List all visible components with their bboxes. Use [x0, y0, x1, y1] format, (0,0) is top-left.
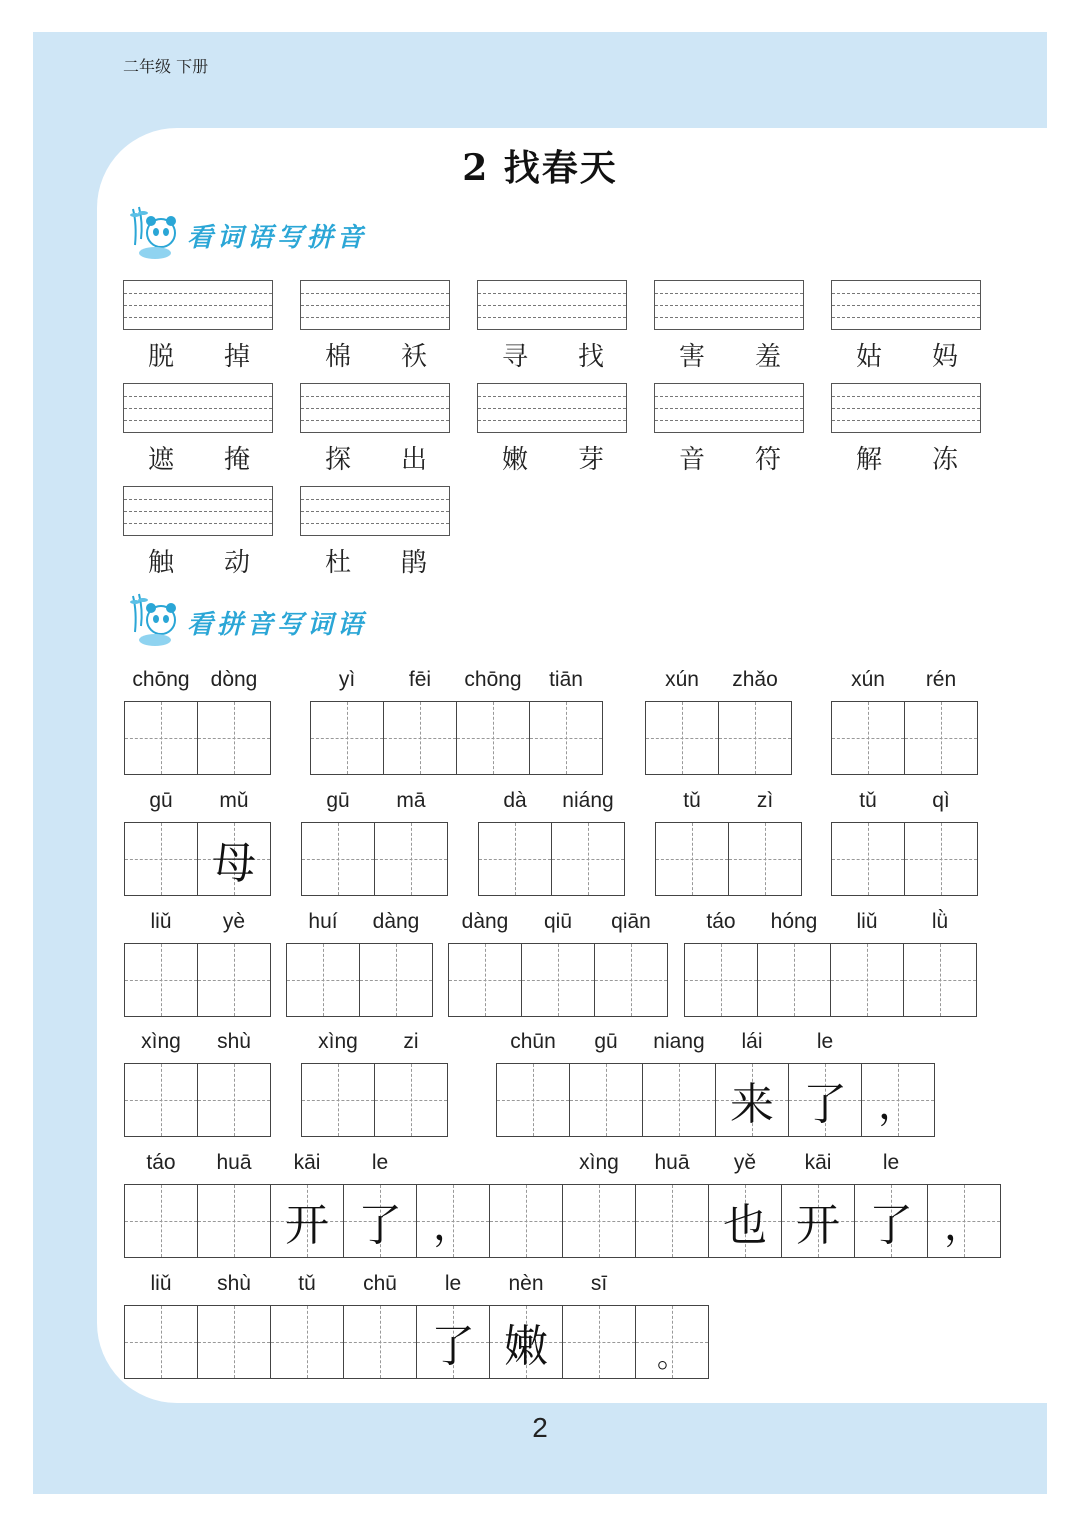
character-box-group — [496, 1063, 935, 1137]
pinyin-answer-item — [300, 486, 452, 582]
character-box-group — [124, 1184, 1001, 1258]
tian-zi-ge-cell[interactable] — [374, 1063, 448, 1137]
chinese-word — [300, 336, 452, 373]
tian-zi-ge-cell[interactable] — [684, 943, 758, 1017]
punctuation-mark: 。 — [657, 1340, 687, 1375]
character-box-group — [645, 701, 792, 775]
pinyin-syllable: shù — [217, 1272, 251, 1295]
given-character: 也 — [723, 1200, 767, 1251]
tian-zi-ge-cell[interactable] — [788, 1063, 862, 1137]
tian-zi-ge-cell[interactable] — [781, 1184, 855, 1258]
chinese-character: 音 — [678, 445, 705, 475]
chinese-character: 脱 — [147, 342, 174, 372]
tian-zi-ge-cell[interactable] — [383, 701, 457, 775]
chinese-character: 掩 — [223, 445, 250, 475]
tian-zi-ge-cell[interactable] — [359, 943, 433, 1017]
pinyin-syllable: kāi — [293, 1151, 321, 1174]
given-character: 了 — [358, 1200, 402, 1251]
pinyin-answer-item — [123, 486, 275, 582]
given-character: 母 — [212, 838, 256, 889]
chinese-word — [477, 439, 629, 476]
chinese-character: 触 — [147, 548, 174, 578]
chinese-character: 袄 — [400, 342, 427, 372]
given-character: 开 — [796, 1200, 840, 1251]
chinese-character: 杜 — [324, 548, 351, 578]
chinese-character: 符 — [754, 445, 781, 475]
tian-zi-ge-cell[interactable] — [903, 943, 977, 1017]
pinyin-syllable: lǜ — [931, 910, 949, 933]
tian-zi-ge-cell[interactable] — [655, 822, 729, 896]
pinyin-syllable: mā — [396, 789, 426, 812]
pinyin-syllable: le — [444, 1272, 462, 1295]
pinyin-answer-item — [477, 280, 629, 376]
tian-zi-ge-cell[interactable] — [270, 1184, 344, 1258]
pinyin-syllable: zì — [756, 789, 774, 812]
tian-zi-ge-cell[interactable] — [197, 822, 271, 896]
pinyin-syllable: xún — [851, 668, 885, 691]
chinese-character: 寻 — [501, 342, 528, 372]
character-box-group — [831, 701, 978, 775]
chinese-character: 掉 — [223, 342, 250, 372]
tian-zi-ge-cell[interactable] — [197, 1305, 271, 1379]
tian-zi-ge-cell[interactable] — [374, 822, 448, 896]
pinyin-syllable: le — [371, 1151, 389, 1174]
tian-zi-ge-cell[interactable] — [124, 701, 198, 775]
tian-zi-ge-cell[interactable] — [197, 943, 271, 1017]
chinese-word — [831, 439, 983, 476]
pinyin-syllable: zi — [403, 1030, 419, 1053]
pinyin-writing-lines[interactable] — [300, 383, 450, 433]
pinyin-answer-item — [654, 383, 806, 479]
chinese-character: 鹃 — [400, 548, 427, 578]
tian-zi-ge-cell[interactable] — [904, 822, 978, 896]
section-heading-2 — [125, 592, 425, 652]
pinyin-writing-lines[interactable] — [123, 383, 273, 433]
tian-zi-ge-cell[interactable] — [521, 943, 595, 1017]
chinese-word — [300, 439, 452, 476]
pinyin-syllable: chōng — [464, 668, 522, 691]
character-box-group — [124, 1305, 709, 1379]
pinyin-syllable: gū — [594, 1030, 618, 1053]
character-box-group — [124, 701, 271, 775]
pinyin-writing-lines[interactable] — [123, 486, 273, 536]
pinyin-syllable: liǔ — [150, 910, 172, 933]
pinyin-syllable: chū — [363, 1272, 397, 1295]
tian-zi-ge-cell[interactable] — [529, 701, 603, 775]
pinyin-syllable: sī — [590, 1272, 608, 1295]
character-box-group — [684, 943, 977, 1017]
pinyin-syllable: xìng — [579, 1151, 619, 1174]
tian-zi-ge-cell[interactable] — [197, 1184, 271, 1258]
chinese-character: 害 — [678, 342, 705, 372]
character-box-group — [478, 822, 625, 896]
pinyin-answer-item — [477, 383, 629, 479]
pinyin-writing-lines[interactable] — [123, 280, 273, 330]
tian-zi-ge-cell[interactable] — [124, 1063, 198, 1137]
chinese-word — [123, 542, 275, 579]
pinyin-writing-lines[interactable] — [300, 280, 450, 330]
character-box-group — [831, 822, 978, 896]
pinyin-syllable: liǔ — [150, 1272, 172, 1295]
pinyin-syllable: yè — [222, 910, 246, 933]
pinyin-syllable: dàng — [372, 910, 420, 933]
tian-zi-ge-cell[interactable] — [594, 943, 668, 1017]
tian-zi-ge-cell[interactable] — [831, 701, 905, 775]
punctuation-mark: ， — [433, 1203, 473, 1249]
pinyin-syllable: le — [816, 1030, 834, 1053]
character-box-group — [124, 822, 271, 896]
tian-zi-ge-cell[interactable] — [310, 701, 384, 775]
given-character: 了 — [869, 1200, 913, 1251]
chinese-character: 探 — [324, 445, 351, 475]
given-character: 嫩 — [504, 1321, 548, 1372]
pinyin-syllable: rén — [925, 668, 957, 691]
pinyin-writing-lines[interactable] — [300, 486, 450, 536]
pinyin-syllable: tǔ — [859, 789, 877, 812]
tian-zi-ge-cell[interactable] — [124, 1305, 198, 1379]
pinyin-syllable: kāi — [804, 1151, 832, 1174]
chinese-word — [831, 336, 983, 373]
character-box-group — [286, 943, 433, 1017]
pinyin-writing-lines[interactable] — [477, 383, 627, 433]
pinyin-writing-lines[interactable] — [831, 383, 981, 433]
pinyin-writing-lines[interactable] — [654, 280, 804, 330]
tian-zi-ge-cell[interactable] — [708, 1184, 782, 1258]
tian-zi-ge-cell[interactable] — [831, 822, 905, 896]
chinese-character: 找 — [577, 342, 604, 372]
character-box-group — [310, 701, 603, 775]
chinese-character: 芽 — [577, 445, 604, 475]
given-character: 来 — [730, 1079, 774, 1130]
tian-zi-ge-cell[interactable] — [301, 1063, 375, 1137]
character-box-group — [124, 943, 271, 1017]
tian-zi-ge-cell[interactable] — [830, 943, 904, 1017]
pinyin-writing-lines[interactable] — [654, 383, 804, 433]
tian-zi-ge-cell[interactable] — [286, 943, 360, 1017]
tian-zi-ge-cell[interactable] — [642, 1063, 716, 1137]
tian-zi-ge-cell[interactable] — [124, 943, 198, 1017]
tian-zi-ge-cell[interactable] — [197, 701, 271, 775]
page-number: 2 — [532, 1412, 548, 1443]
pinyin-syllable: yì — [338, 668, 356, 691]
pinyin-syllable: gū — [326, 789, 350, 812]
character-box-group — [655, 822, 802, 896]
pinyin-syllable: tǔ — [683, 789, 701, 812]
pinyin-syllable: huā — [216, 1151, 252, 1174]
tian-zi-ge-cell[interactable] — [416, 1184, 490, 1258]
pinyin-syllable: gū — [149, 789, 173, 812]
pinyin-syllable: tiān — [549, 668, 583, 691]
pinyin-answer-item — [831, 280, 983, 376]
pinyin-syllable: xìng — [141, 1030, 181, 1053]
tian-zi-ge-cell[interactable] — [718, 701, 792, 775]
tian-zi-ge-cell[interactable] — [489, 1305, 563, 1379]
tian-zi-ge-cell[interactable] — [496, 1063, 570, 1137]
tian-zi-ge-cell[interactable] — [456, 701, 530, 775]
pinyin-syllable: shù — [217, 1030, 251, 1053]
chinese-character: 妈 — [931, 342, 958, 372]
chinese-word — [654, 439, 806, 476]
given-character: 了 — [803, 1079, 847, 1130]
pinyin-syllable: qiū — [543, 910, 573, 933]
chinese-word — [123, 336, 275, 373]
pinyin-syllable: chōng — [132, 668, 190, 691]
tian-zi-ge-cell[interactable] — [715, 1063, 789, 1137]
chinese-character: 出 — [400, 445, 427, 475]
pinyin-syllable: dàng — [461, 910, 509, 933]
pinyin-syllable: niáng — [562, 789, 614, 812]
pinyin-syllable: chūn — [510, 1030, 556, 1053]
pinyin-syllable: zhǎo — [732, 668, 778, 691]
pinyin-syllable: xìng — [318, 1030, 358, 1053]
tian-zi-ge-cell[interactable] — [728, 822, 802, 896]
tian-zi-ge-cell[interactable] — [927, 1184, 1001, 1258]
pinyin-syllable: fēi — [408, 668, 432, 691]
chinese-word — [477, 336, 629, 373]
punctuation-mark: ， — [878, 1082, 918, 1128]
pinyin-syllable: lái — [741, 1030, 763, 1053]
pinyin-syllable: le — [882, 1151, 900, 1174]
character-box-group — [301, 822, 448, 896]
pinyin-writing-lines[interactable] — [831, 280, 981, 330]
tian-zi-ge-cell[interactable] — [343, 1184, 417, 1258]
character-box-group — [448, 943, 668, 1017]
chinese-character: 动 — [223, 548, 250, 578]
pinyin-answer-item — [123, 383, 275, 479]
pinyin-syllable: xún — [665, 668, 699, 691]
tian-zi-ge-cell[interactable] — [124, 1184, 198, 1258]
tian-zi-ge-cell[interactable] — [645, 701, 719, 775]
tian-zi-ge-cell[interactable] — [562, 1305, 636, 1379]
grade-label: 二年级 下册 — [123, 57, 209, 76]
tian-zi-ge-cell[interactable] — [562, 1184, 636, 1258]
tian-zi-ge-cell[interactable] — [124, 822, 198, 896]
tian-zi-ge-cell[interactable] — [569, 1063, 643, 1137]
pinyin-writing-lines[interactable] — [477, 280, 627, 330]
tian-zi-ge-cell[interactable] — [270, 1305, 344, 1379]
pinyin-syllable: dà — [503, 789, 527, 812]
pinyin-answer-item — [654, 280, 806, 376]
character-box-group — [124, 1063, 271, 1137]
tian-zi-ge-cell[interactable] — [861, 1063, 935, 1137]
tian-zi-ge-cell[interactable] — [197, 1063, 271, 1137]
chinese-character: 解 — [855, 445, 882, 475]
pinyin-syllable: huí — [308, 910, 338, 933]
chinese-character: 棉 — [324, 342, 351, 372]
section-title-2: 看拼音写词语 — [187, 610, 368, 640]
punctuation-mark: ， — [944, 1203, 984, 1249]
pinyin-syllable: qiān — [611, 910, 651, 933]
tian-zi-ge-cell[interactable] — [854, 1184, 928, 1258]
given-character: 了 — [431, 1321, 475, 1372]
section-heading-1 — [125, 205, 425, 265]
given-character: 开 — [285, 1200, 329, 1251]
pinyin-answer-item — [300, 280, 452, 376]
pinyin-syllable: liǔ — [856, 910, 878, 933]
pinyin-syllable: nèn — [508, 1272, 544, 1295]
chinese-character: 嫩 — [501, 445, 528, 475]
tian-zi-ge-cell[interactable] — [489, 1184, 563, 1258]
chinese-character: 姑 — [855, 342, 882, 372]
pinyin-syllable: niang — [653, 1030, 705, 1053]
tian-zi-ge-cell[interactable] — [416, 1305, 490, 1379]
pinyin-syllable: tǔ — [298, 1272, 316, 1295]
lesson-title: 2 找春天 — [462, 147, 618, 189]
tian-zi-ge-cell[interactable] — [757, 943, 831, 1017]
pinyin-answer-item — [831, 383, 983, 479]
panda-bamboo-icon — [125, 592, 185, 648]
pinyin-answer-item — [300, 383, 452, 479]
chinese-word — [654, 336, 806, 373]
tian-zi-ge-cell[interactable] — [301, 822, 375, 896]
chinese-character: 羞 — [754, 342, 781, 372]
pinyin-syllable: qì — [932, 789, 950, 812]
pinyin-syllable: mǔ — [219, 789, 249, 812]
pinyin-syllable: hóng — [770, 910, 818, 933]
pinyin-syllable: táo — [146, 1151, 176, 1174]
tian-zi-ge-cell[interactable] — [635, 1184, 709, 1258]
pinyin-syllable: táo — [706, 910, 736, 933]
chinese-word — [123, 439, 275, 476]
tian-zi-ge-cell[interactable] — [448, 943, 522, 1017]
chinese-character: 遮 — [147, 445, 174, 475]
pinyin-syllable: dòng — [210, 668, 258, 691]
section-title-1: 看词语写拼音 — [187, 223, 368, 253]
tian-zi-ge-cell[interactable] — [478, 822, 552, 896]
panda-bamboo-icon — [125, 205, 185, 261]
character-box-group — [301, 1063, 448, 1137]
pinyin-syllable: huā — [654, 1151, 690, 1174]
chinese-character: 冻 — [931, 445, 958, 475]
tian-zi-ge-cell[interactable] — [635, 1305, 709, 1379]
tian-zi-ge-cell[interactable] — [904, 701, 978, 775]
chinese-word — [300, 542, 452, 579]
pinyin-answer-item — [123, 280, 275, 376]
pinyin-syllable: yě — [733, 1151, 757, 1174]
tian-zi-ge-cell[interactable] — [551, 822, 625, 896]
tian-zi-ge-cell[interactable] — [343, 1305, 417, 1379]
